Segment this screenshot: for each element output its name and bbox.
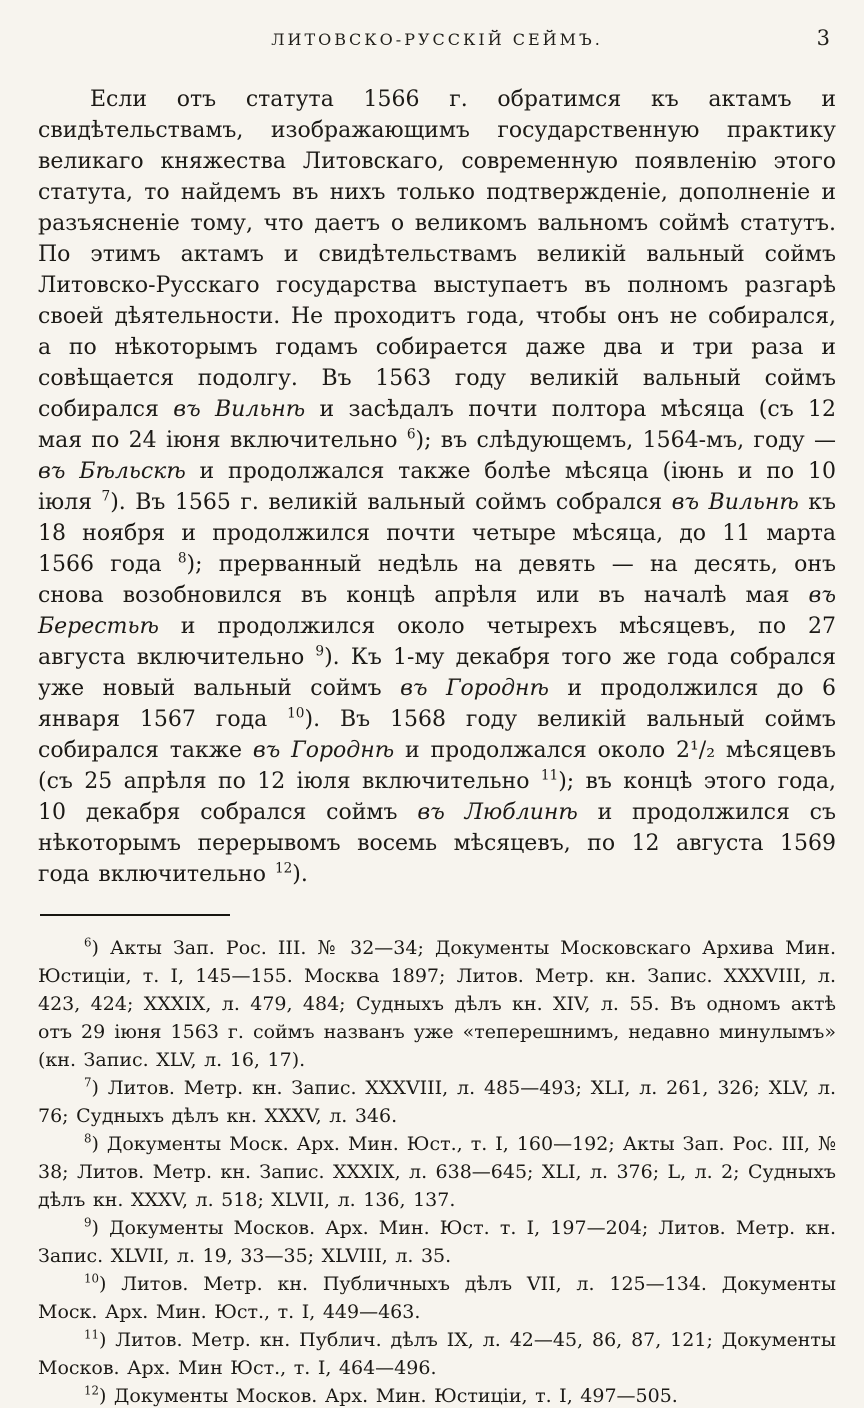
footnote-separator-rule [40, 914, 230, 916]
footnote-marker: 11 [540, 767, 559, 784]
footnote [38, 1326, 836, 1382]
page-body [38, 84, 836, 890]
text-run: ) Литов. Метр. кн. Публичныхъ дѣлъ VII, л. 125—134. Документы Моск. Арх. Мин. Юст., т. I, 449—463. [38, 1273, 836, 1323]
text-run: и продолжился до 6 января 1567 года [38, 676, 837, 732]
footnote-marker: 7 [101, 488, 111, 505]
footnote-marker: 6 [84, 935, 92, 950]
text-run: ) Акты Зап. Рос. III. № 32—34; Документы Московскаго Архива Мин. Юстиціи, т. I, 145—155. Москва 1897; Литов. Метр. кн. Запис. XXXVIII, л. 423, 424; XXXIX, л. 479, 484; Судныхъ дѣлъ кн. XIV, л. 55. Въ одномъ актѣ отъ 29 іюня 1563 г. соймъ названъ уже «теперешнимъ, недавно минулымъ» (кн. Запис. XLV, л. 16, 17). [38, 937, 836, 1071]
footnote [38, 1130, 836, 1214]
footnote-marker: 8 [177, 550, 187, 567]
footnote [38, 1382, 836, 1408]
footnote-marker: 10 [287, 705, 305, 722]
footnote-marker: 6 [406, 426, 416, 443]
italic-run: въ Бѣльскѣ [38, 459, 186, 484]
footnote-marker: 12 [274, 860, 293, 877]
page-header [38, 24, 836, 58]
footnote-marker: 12 [84, 1383, 99, 1398]
footnotes [38, 934, 836, 1408]
italic-run: въ Люблинѣ [417, 800, 578, 825]
text-run: и продолжался также болѣе мѣсяца (іюнь и по 10 іюля [38, 459, 836, 515]
text-run: ). Въ 1565 г. великій вальный соймъ собрался [110, 490, 672, 515]
footnote-marker: 11 [84, 1327, 99, 1342]
text-run: ). Къ 1-му декабря того же года собрался уже новый вальный соймъ [38, 645, 836, 701]
footnote-marker: 7 [84, 1075, 92, 1090]
text-run: ) Документы Моск. Арх. Мин. Юст., т. I, 160—192; Акты Зап. Рос. III, № 38; Литов. Метр. кн. Запис. XXXIX, л. 638—645; XLI, л. 376; L, л. 2; Судныхъ дѣлъ кн. XXXV, л. 518; XLVII, л. 136, 137. [38, 1133, 836, 1211]
italic-run: въ Вильнѣ [671, 490, 799, 515]
italic-run: въ Городнѣ [400, 676, 549, 701]
footnote-marker: 10 [84, 1271, 99, 1286]
italic-run: въ Городнѣ [252, 738, 395, 763]
italic-run: въ Вильнѣ [173, 397, 306, 422]
text-run: и засѣдалъ почти полтора мѣсяца (съ 12 мая по 24 іюня включительно [38, 397, 837, 453]
text-run: ) Литов. Метр. кн. Запис. XXXVIII, л. 485—493; XLI, л. 261, 326; XLV, л. 76; Судныхъ дѣлъ кн. XXXV, л. 346. [38, 1077, 836, 1127]
text-run: и продолжился около четырехъ мѣсяцевъ, по 27 августа включительно [38, 614, 836, 670]
text-run: и продолжился съ нѣкоторымъ перерывомъ восемь мѣсяцевъ, по 12 августа 1569 года включительно [38, 800, 836, 887]
footnote [38, 934, 836, 1074]
footnote [38, 1074, 836, 1130]
footnote [38, 1214, 836, 1270]
text-run: къ 18 ноября и продолжился почти четыре мѣсяца, до 11 марта 1566 года [38, 490, 836, 577]
text-run: ); въ концѣ этого года, 10 декабря собрался соймъ [38, 769, 836, 825]
footnote-marker: 8 [84, 1131, 92, 1146]
main-paragraph [38, 84, 836, 890]
text-run: ). [292, 862, 308, 887]
footnote [38, 1270, 836, 1326]
footnote-marker: 9 [84, 1215, 92, 1230]
italic-run: въ Берестьѣ [38, 583, 836, 639]
page-number: 3 [816, 26, 830, 50]
text-run: ); въ слѣдующемъ, 1564-мъ, году — [415, 428, 836, 453]
running-title: ЛИТОВСКО-РУССКІЙ СЕЙМЪ. [271, 30, 603, 49]
text-run: ). Въ 1568 году великій вальный соймъ собирался также [38, 707, 836, 763]
footnote-marker: 9 [315, 643, 325, 660]
text-run: ) Документы Москов. Арх. Мин. Юстиціи, т. I, 497—505. [98, 1385, 678, 1407]
text-run: Если отъ статута 1566 г. обратимся къ актамъ и свидѣтельствамъ, изображающимъ государственную практику великаго княжества Литовскаго, современную появленію этого статута, то найдемъ въ нихъ только подтвержденіе, дополненіе и разъясненіе тому, что даетъ о великомъ вальномъ соймѣ статутъ. По этимъ актамъ и свидѣтельствамъ великій вальный соймъ Литовско-Русскаго государства выступаетъ въ полномъ разгарѣ своей дѣятельности. Не проходитъ года, чтобы онъ не собирался, а по нѣкоторымъ годамъ собирается даже два и три раза и совѣщается подолгу. Въ 1563 году великій вальный соймъ собирался [38, 87, 836, 422]
text-run: ) Литов. Метр. кн. Публич. дѣлъ IX, л. 42—45, 86, 87, 121; Документы Москов. Арх. Мин Юст., т. I, 464—496. [38, 1329, 836, 1379]
text-run: и продолжался около 2¹/₂ мѣсяцевъ (съ 25 апрѣля по 12 іюля включительно [38, 738, 836, 794]
text-run: ); прерванный недѣль на девять — на десять, онъ снова возобновился въ концѣ апрѣля или въ началѣ мая [38, 552, 836, 608]
text-run: ) Документы Москов. Арх. Мин. Юст. т. I, 197—204; Литов. Метр. кн. Запис. XLVII, л. 19, 33—35; XLVIII, л. 35. [38, 1217, 836, 1267]
